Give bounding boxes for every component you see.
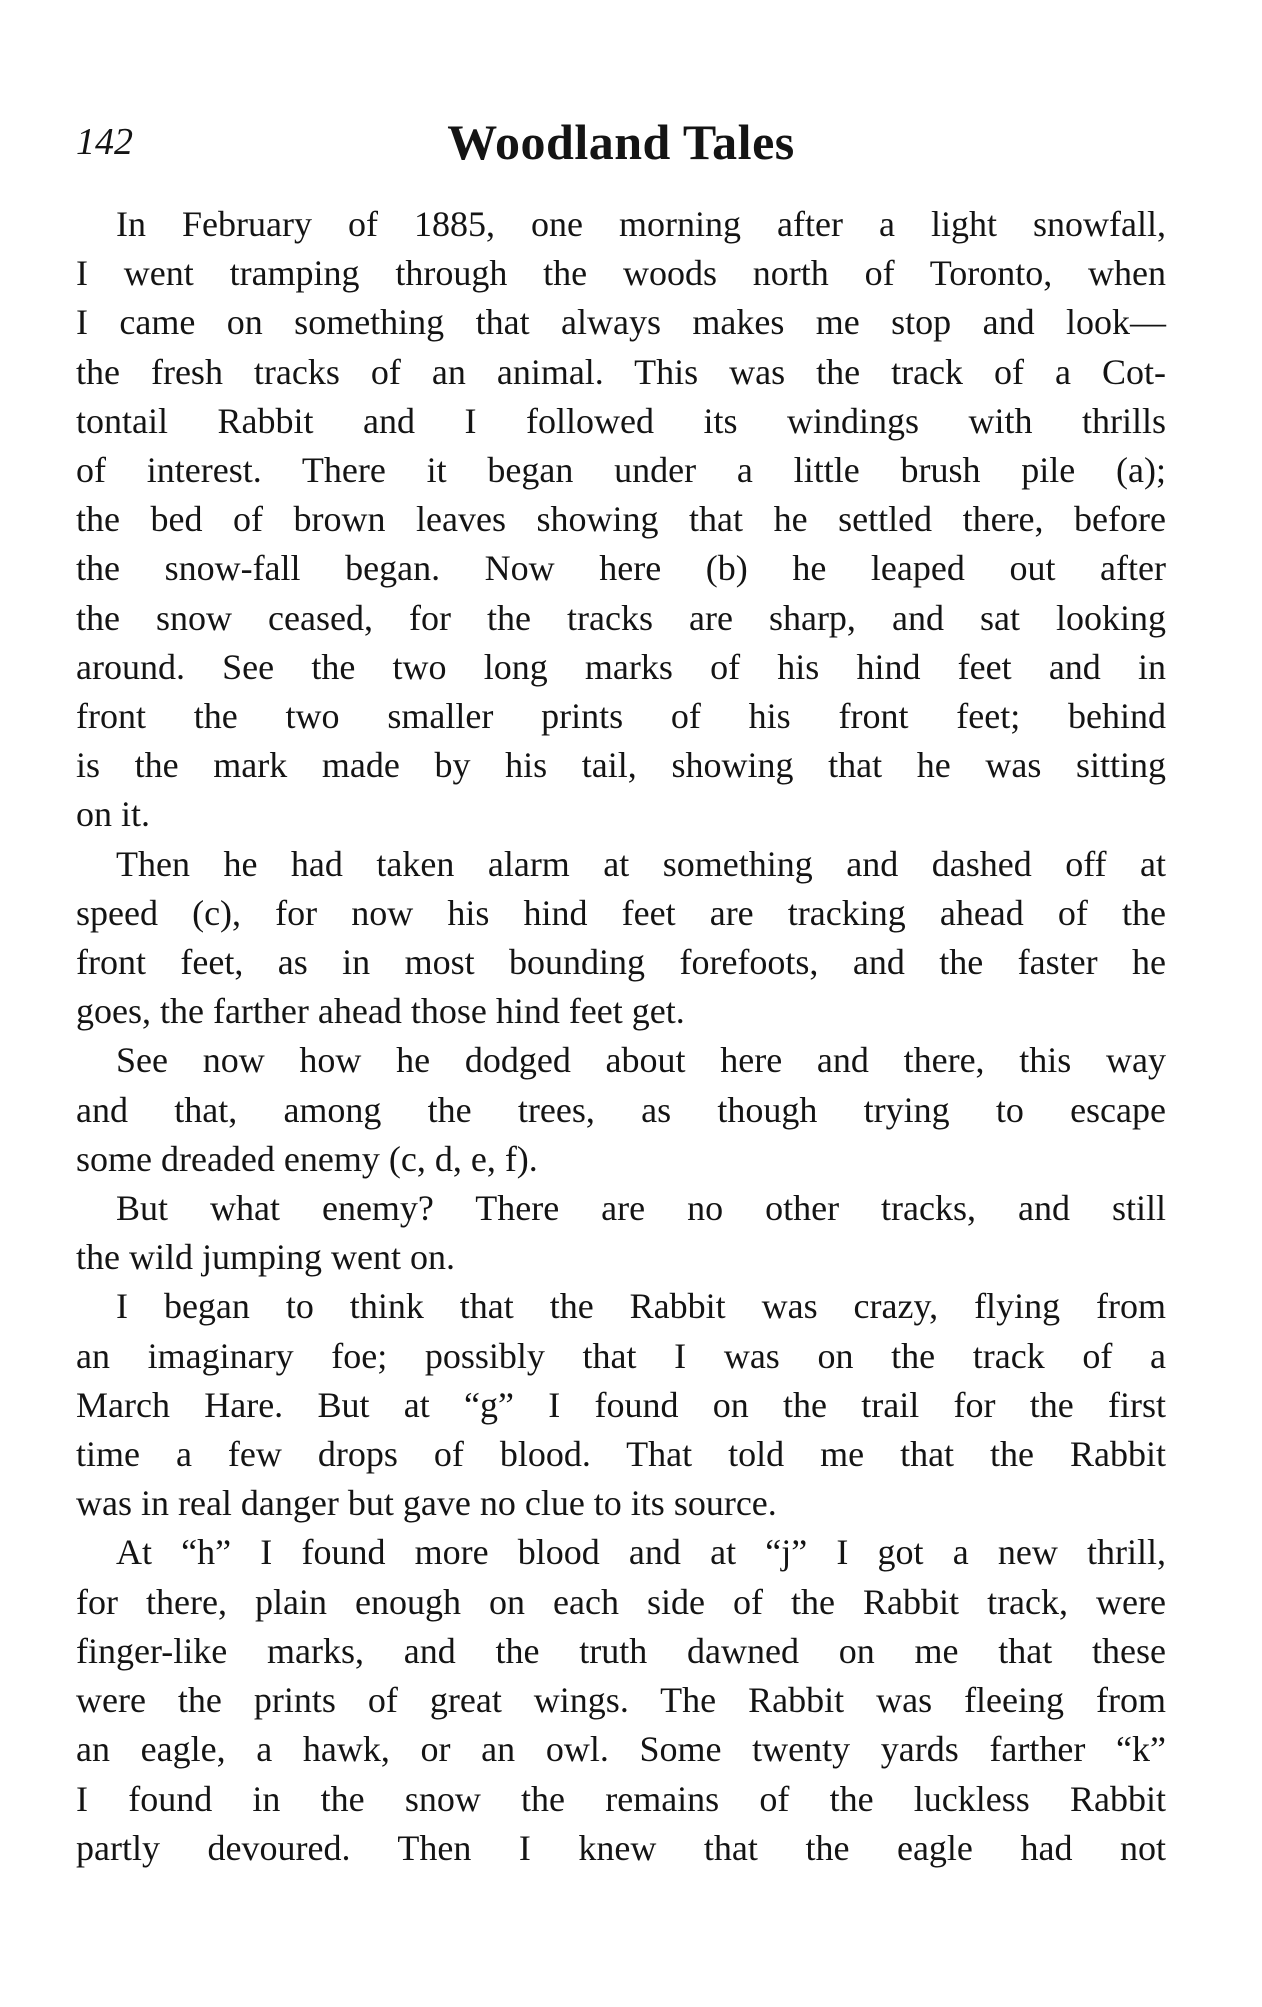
text-line: is the mark made by his tail, showing that he was sitting — [76, 745, 1166, 786]
text-line: the bed of brown leaves showing that he settled there, before — [76, 499, 1166, 540]
text-line: an imaginary foe; possibly that I was on the track of a — [76, 1335, 1166, 1376]
text-line: around. See the two long marks of his hind feet and in — [76, 646, 1166, 687]
text-line: goes, the farther ahead those hind feet get. — [76, 991, 685, 1032]
text-line: tontail Rabbit and I followed its windings with thrills — [76, 400, 1166, 441]
text-line: the snow-fall began. Now here (b) he leaped out after — [76, 548, 1166, 589]
text-line: front the two smaller prints of his front feet; behind — [76, 696, 1166, 737]
text-line: I began to think that the Rabbit was crazy, flying from — [116, 1286, 1166, 1327]
text-line: At “h” I found more blood and at “j” I got a new thrill, — [116, 1532, 1166, 1573]
text-line: Then he had taken alarm at something and dashed off at — [116, 843, 1166, 884]
text-line: But what enemy? There are no other tracks, and still — [116, 1188, 1166, 1229]
paragraph-5 — [76, 1282, 1166, 1528]
paragraph-1 — [76, 200, 1166, 840]
text-line: See now how he dodged about here and there, this way — [116, 1040, 1166, 1081]
text-line: on it. — [76, 794, 151, 835]
text-line: I came on something that always makes me stop and look— — [76, 302, 1166, 343]
text-line: for there, plain enough on each side of the Rabbit track, were — [76, 1581, 1166, 1622]
text-line: March Hare. But at “g” I found on the trail for the first — [76, 1384, 1166, 1425]
page-number: 142 — [76, 121, 133, 163]
text-line: some dreaded enemy (c, d, e, f). — [76, 1138, 538, 1179]
text-line: the wild jumping went on. — [76, 1237, 455, 1278]
running-head — [76, 112, 1166, 172]
paragraph-3 — [76, 1036, 1166, 1184]
text-line: partly devoured. Then I knew that the eagle had not — [76, 1827, 1166, 1868]
text-line: the snow ceased, for the tracks are sharp, and sat looking — [76, 597, 1166, 638]
text-line: time a few drops of blood. That told me that the Rabbit — [76, 1434, 1166, 1475]
text-line: of interest. There it began under a little brush pile (a); — [76, 450, 1166, 491]
text-line: an eagle, a hawk, or an owl. Some twenty yards farther “k” — [76, 1729, 1166, 1770]
text-line: I went tramping through the woods north of Toronto, when — [76, 253, 1166, 294]
text-line: speed (c), for now his hind feet are tracking ahead of the — [76, 892, 1166, 933]
text-line: finger-like marks, and the truth dawned on me that these — [76, 1630, 1166, 1671]
text-line: I found in the snow the remains of the luckless Rabbit — [76, 1778, 1166, 1819]
text-line: the fresh tracks of an animal. This was the track of a Cot- — [76, 351, 1166, 392]
paragraph-4 — [76, 1184, 1166, 1282]
text-line: was in real danger but gave no clue to its source. — [76, 1483, 777, 1524]
book-title: Woodland Tales — [447, 114, 795, 170]
text-line: In February of 1885, one morning after a light snowfall, — [116, 204, 1166, 244]
text-line: and that, among the trees, as though trying to escape — [76, 1089, 1166, 1130]
paragraph-6 — [76, 1528, 1166, 1872]
text-line: front feet, as in most bounding forefoots, and the faster he — [76, 942, 1166, 983]
text-line: were the prints of great wings. The Rabbit was fleeing from — [76, 1680, 1166, 1721]
body-text — [76, 200, 1166, 1873]
paragraph-2 — [76, 840, 1166, 1037]
